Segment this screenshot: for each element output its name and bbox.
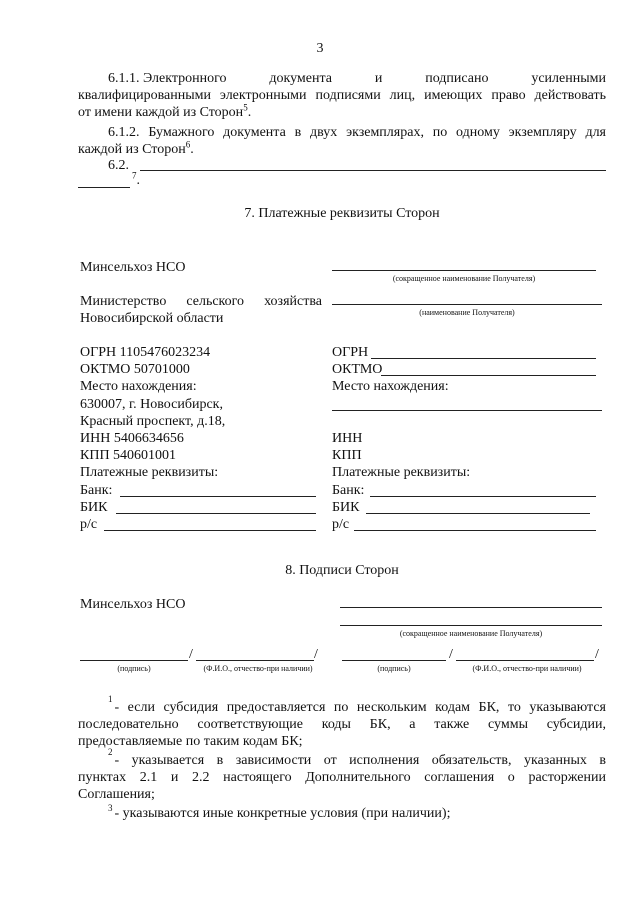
sign-right-name-caption: (сокращенное наименование Получателя) bbox=[399, 629, 543, 638]
sign-left-signature-line bbox=[80, 660, 188, 661]
left-kpp: КПП 540601001 bbox=[80, 448, 177, 463]
right-name-full-line bbox=[332, 304, 602, 305]
sign-right-slash-2: / bbox=[595, 647, 599, 662]
sign-right-name-line-2 bbox=[340, 625, 602, 626]
footnote-mark-2: 2 bbox=[108, 747, 113, 757]
right-location-label: Место нахождения: bbox=[332, 379, 449, 394]
sign-right-signature-line bbox=[342, 660, 446, 661]
clause-6-2-label: 6.2. bbox=[108, 158, 129, 173]
left-bik-line bbox=[116, 513, 316, 514]
right-oktmo-line bbox=[381, 375, 596, 376]
clause-6-1-2-line2: каждой из Сторон$^6$. bbox=[78, 139, 194, 157]
right-payment-label: Платежные реквизиты: bbox=[332, 465, 471, 480]
page-number: 3 bbox=[316, 41, 324, 56]
right-rs-label: р/с bbox=[332, 517, 350, 532]
clause-6-1-1-line2: квалифицированными электронными подписями лиц, имеющих право действовать bbox=[78, 88, 606, 103]
sign-left-signature-caption: (подпись) bbox=[117, 664, 151, 673]
right-kpp-label: КПП bbox=[332, 448, 362, 463]
footnote-1-line1: 1 - если субсидия предоставляется по нескольким кодам БК, то указываются bbox=[108, 694, 606, 715]
left-address-2: Красный проспект, д.18, bbox=[80, 414, 226, 429]
left-location-label: Место нахождения: bbox=[80, 379, 197, 394]
right-bik-line bbox=[366, 513, 590, 514]
left-oktmo: ОКТМО 50701000 bbox=[80, 362, 190, 377]
sign-left-slash-2: / bbox=[314, 647, 318, 662]
sign-right-fio-line bbox=[456, 660, 594, 661]
section-7-title: 7. Платежные реквизиты Сторон bbox=[244, 206, 440, 221]
footnote-ref-5: 5 bbox=[243, 102, 248, 113]
left-inn: ИНН 5406634656 bbox=[80, 431, 184, 446]
sign-right-slash-1: / bbox=[449, 647, 453, 662]
right-inn-label: ИНН bbox=[332, 431, 363, 446]
left-bik-label: БИК bbox=[80, 500, 108, 515]
right-name-full-caption: (наименование Получателя) bbox=[419, 308, 515, 317]
footnote-ref-7: 7 bbox=[132, 170, 137, 181]
right-ogrn-line bbox=[371, 358, 596, 359]
left-bank-label: Банк: bbox=[80, 483, 113, 498]
right-rs-line bbox=[354, 530, 596, 531]
left-address-1: 630007, г. Новосибирск, bbox=[80, 397, 223, 412]
footnote-1-line3: предоставляемые по таким кодам БК; bbox=[78, 734, 303, 749]
right-bik-label: БИК bbox=[332, 500, 360, 515]
footnote-1-line2: последовательно соответствующие коды БК, а также суммы субсидии, bbox=[78, 717, 606, 732]
footnote-ref-6: 6 bbox=[185, 139, 191, 150]
left-name-full-1: Министерство сельского хозяйства bbox=[80, 294, 322, 309]
left-rs-label: р/с bbox=[80, 517, 98, 532]
right-bank-label: Банк: bbox=[332, 483, 365, 498]
left-name-full-2: Новосибирской области bbox=[80, 311, 224, 326]
section-8-title: 8. Подписи Сторон bbox=[285, 563, 399, 578]
right-oktmo-label: ОКТМО bbox=[332, 362, 383, 377]
clause-6-1-2-line1: 6.1.2. Бумажного документа в двух экземплярах, по одному экземпляру для bbox=[108, 125, 606, 140]
sign-right-fio-caption: (Ф.И.О., отчество-при наличии) bbox=[472, 664, 582, 673]
sign-left-slash-1: / bbox=[189, 647, 193, 662]
clause-6-2-fill-line-2 bbox=[78, 187, 130, 188]
sign-right-signature-caption: (подпись) bbox=[377, 664, 411, 673]
clause-6-1-1-line3: от имени каждой из Сторон$^5$. bbox=[78, 102, 252, 120]
right-ogrn-label: ОГРН bbox=[332, 345, 369, 360]
sign-right-name-line-1 bbox=[340, 607, 602, 608]
right-name-short-caption: (сокращенное наименование Получателя) bbox=[392, 274, 536, 283]
right-name-short-line bbox=[332, 270, 596, 271]
footnote-3-line1: $^3$ - указываются иные конкретные условия (при наличии); bbox=[108, 803, 451, 821]
footnote-2-line2: пунктах 2.1 и 2.2 настоящего Дополнительного соглашения о расторжении bbox=[78, 770, 606, 785]
footnote-2-line3: Соглашения; bbox=[78, 787, 155, 802]
clause-6-2-fill-line bbox=[140, 170, 606, 171]
right-location-line bbox=[332, 410, 602, 411]
sign-left-fio-caption: (Ф.И.О., отчество-при наличии) bbox=[203, 664, 313, 673]
left-rs-line bbox=[104, 530, 316, 531]
left-name-short: Минсельхоз НСО bbox=[80, 260, 186, 275]
left-ogrn: ОГРН 1105476023234 bbox=[80, 345, 211, 360]
right-bank-line bbox=[370, 496, 596, 497]
sign-left-fio-line bbox=[196, 660, 314, 661]
left-bank-line bbox=[120, 496, 316, 497]
footnote-mark-3: 3 bbox=[108, 803, 113, 814]
clause-6-2-end: $^7$. bbox=[132, 170, 140, 188]
sign-left-name: Минсельхоз НСО bbox=[80, 597, 186, 612]
footnote-mark-1: 1 bbox=[108, 694, 113, 704]
clause-6-1-1-line1: 6.1.1. Электронного документа и подписано усиленными bbox=[108, 71, 606, 86]
footnote-2-line1: 2 - указывается в зависимости от исполнения обязательств, указанных в bbox=[108, 747, 606, 768]
left-payment-label: Платежные реквизиты: bbox=[80, 465, 219, 480]
